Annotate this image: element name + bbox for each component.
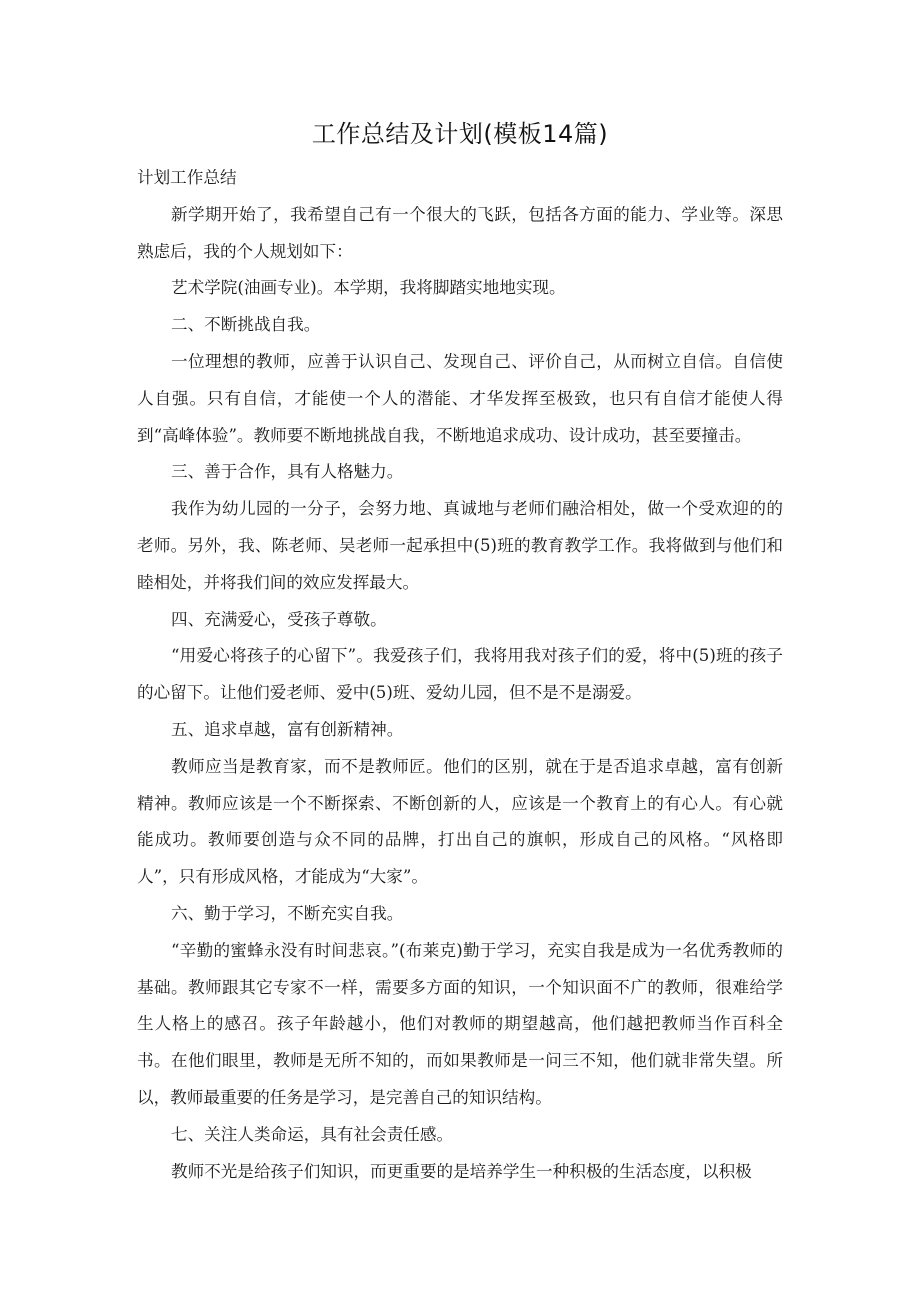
paragraph: 四、充满爱心，受孩子尊敬。	[171, 609, 387, 629]
paragraph: “用爱心将孩子的心留下”。我爱孩子们，我将用我对孩子们的爱，将中(5)班的孩子的心留下。让他们爱老师、爱中(5)班、爱幼儿园，但不是不是溺爱。	[137, 646, 783, 703]
paragraph: 我作为幼儿园的一分子，会努力地、真诚地与老师们融洽相处，做一个受欢迎的的老师。另外，我、陈老师、吴老师一起承担中(5)班的教育教学工作。我将做到与他们和睦相处，并将我们间的效应发挥最大。	[137, 499, 783, 592]
paragraph: 一位理想的教师，应善于认识自己、发现自己、评价自己，从而树立自信。自信使人自强。只有自信，才能使一个人的潜能、才华发挥至极致，也只有自信才能使人得到“高峰体验”。教师要不断地挑战自我，不断地追求成功、设计成功，甚至要撞击。	[137, 351, 783, 445]
paragraph: 七、关注人类命运，具有社会责任感。	[171, 1124, 454, 1144]
paragraph: 二、不断挑战自我。	[171, 315, 321, 335]
paragraph: 六、勤于学习，不断充实自我。	[171, 903, 404, 923]
paragraph: 教师应当是教育家，而不是教师匠。他们的区别，就在于是否追求卓越，富有创新精神。教师应该是一个不断探索、不断创新的人，应该是一个教育上的有心人。有心就能成功。教师要创造与众不同的品牌，打出自己的旗帜，形成自己的风格。“风格即人”，只有形成风格，才能成为“大家”。	[137, 756, 783, 887]
paragraph: 三、善于合作，具有人格魅力。	[171, 462, 404, 482]
paragraph: “辛勤的蜜蜂永没有时间悲哀。”(布莱克)勤于学习，充实自我是成为一名优秀教师的基础。教师跟其它专家不一样，需要多方面的知识，一个知识面不广的教师，很难给学生人格上的感召。孩子年龄越小，他们对教师的期望越高，他们越把教师当作百科全书。在他们眼里，教师是无所不知的，而如果教师是一问三不知，他们就非常失望。所以，教师最重要的任务是学习，是完善自己的知识结构。	[137, 940, 783, 1107]
document-title: 工作总结及计划(模板14篇)	[311, 120, 609, 148]
paragraph: 教师不光是给孩子们知识，而更重要的是培养学生一种积极的生活态度，以积极	[171, 1161, 752, 1181]
paragraph: 五、追求卓越，富有创新精神。	[171, 719, 404, 739]
paragraph: 艺术学院(油画专业)。本学期，我将脚踏实地地实现。	[171, 278, 566, 298]
section-heading: 计划工作总结	[137, 168, 237, 187]
paragraph: 新学期开始了，我希望自己有一个很大的飞跃，包括各方面的能力、学业等。深思熟虑后，我的个人规划如下：	[137, 204, 783, 261]
document-body	[137, 160, 783, 1190]
